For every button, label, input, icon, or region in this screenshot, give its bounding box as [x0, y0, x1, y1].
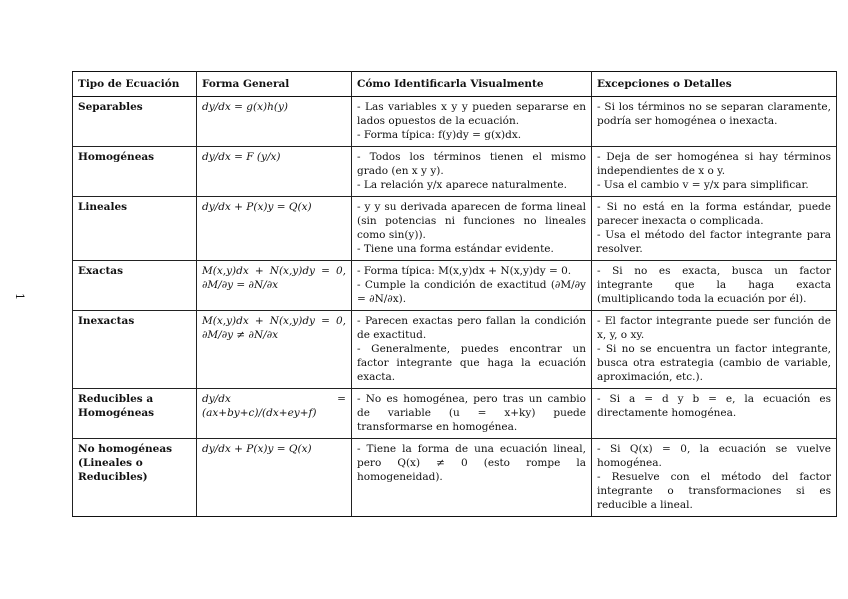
details-cell	[592, 147, 837, 197]
identify-line: - Forma típica: f(y)dy = g(x)dx.	[357, 129, 522, 141]
table-row	[73, 97, 837, 147]
header-details: Excepciones o Detalles	[592, 72, 837, 97]
table-row	[73, 389, 837, 439]
identify-line: - La relación y/x aparece naturalmente.	[357, 179, 567, 191]
type-cell: Exactas	[73, 261, 197, 311]
details-cell	[592, 311, 837, 389]
identify-line: - Tiene la forma de una ecuación lineal, pero Q(x) ≠ 0 (esto rompe la homogeneidad).	[357, 443, 586, 483]
identify-line: - y y su derivada aparecen de forma lineal (sin potencias ni funciones no lineales como sin(y)).	[357, 201, 586, 241]
identify-cell	[352, 389, 592, 439]
details-line: - Si no está en la forma estándar, puede parecer inexacta o complicada.	[597, 201, 831, 227]
identify-cell	[352, 197, 592, 261]
formula-line: dy/dx = (ax+by+c)/(dx+ey+f)	[202, 393, 346, 419]
formula-line: M(x,y)dx + N(x,y)dy = 0, ∂M/∂y ≠ ∂N/∂x	[202, 315, 346, 341]
details-line: - Si no es exacta, busca un factor integrante que la haga exacta (multiplicando toda la ecuación por él).	[597, 265, 831, 305]
table-row	[73, 261, 837, 311]
details-line: - Si a = d y b = e, la ecuación es directamente homogénea.	[597, 393, 831, 419]
table-row	[73, 439, 837, 517]
details-cell	[592, 197, 837, 261]
details-line: - Usa el cambio v = y/x para simplificar.	[597, 179, 809, 191]
table-header-row	[73, 72, 837, 97]
details-line: - Resuelve con el método del factor integrante o transformaciones si es reducible a lineal.	[597, 471, 831, 511]
formula-line: dy/dx + P(x)y = Q(x)	[202, 443, 312, 455]
formula-line: dy/dx = F (y/x)	[202, 151, 281, 163]
identify-line: - Cumple la condición de exactitud (∂M/∂y = ∂N/∂x).	[357, 279, 586, 305]
type-cell: Reducibles a Homogéneas	[73, 389, 197, 439]
identify-line: - No es homogénea, pero tras un cambio de variable (u = x+ky) puede transformarse en homogénea.	[357, 393, 586, 433]
table-row	[73, 311, 837, 389]
form-cell	[197, 147, 352, 197]
type-cell: Inexactas	[73, 311, 197, 389]
identify-cell	[352, 311, 592, 389]
type-cell: Homogéneas	[73, 147, 197, 197]
identify-line: - Las variables x y y pueden separarse en lados opuestos de la ecuación.	[357, 101, 586, 127]
identify-line: - Forma típica: M(x,y)dx + N(x,y)dy = 0.	[357, 265, 572, 277]
details-cell	[592, 439, 837, 517]
formula-line: dy/dx + P(x)y = Q(x)	[202, 201, 312, 213]
identify-line: - Todos los términos tienen el mismo grado (en x y y).	[357, 151, 586, 177]
identify-cell	[352, 261, 592, 311]
formula-line: dy/dx = g(x)h(y)	[202, 101, 289, 113]
header-identify: Cómo Identificarla Visualmente	[352, 72, 592, 97]
table-row	[73, 147, 837, 197]
identify-line: - Parecen exactas pero fallan la condición de exactitud.	[357, 315, 586, 341]
type-cell: No homogéneas (Lineales o Reducibles)	[73, 439, 197, 517]
identify-line: - Generalmente, puedes encontrar un factor integrante que haga la ecuación exacta.	[357, 343, 586, 383]
details-line: - Si los términos no se separan claramente, podría ser homogénea o inexacta.	[597, 101, 831, 127]
form-cell	[197, 311, 352, 389]
identify-cell	[352, 439, 592, 517]
details-cell	[592, 261, 837, 311]
form-cell	[197, 439, 352, 517]
form-cell	[197, 389, 352, 439]
type-cell: Lineales	[73, 197, 197, 261]
page-number: 1	[13, 293, 26, 300]
identify-line: - Tiene una forma estándar evidente.	[357, 243, 554, 255]
details-line: - Si Q(x) = 0, la ecuación se vuelve homogénea.	[597, 443, 831, 469]
formula-line: M(x,y)dx + N(x,y)dy = 0, ∂M/∂y = ∂N/∂x	[202, 265, 346, 291]
header-form: Forma General	[197, 72, 352, 97]
form-cell	[197, 97, 352, 147]
equation-types-table	[72, 71, 837, 517]
details-cell	[592, 97, 837, 147]
type-cell: Separables	[73, 97, 197, 147]
header-type: Tipo de Ecuación	[73, 72, 197, 97]
details-cell	[592, 389, 837, 439]
form-cell	[197, 261, 352, 311]
details-line: - El factor integrante puede ser función de x, y, o xy.	[597, 315, 831, 341]
table-row	[73, 197, 837, 261]
identify-cell	[352, 97, 592, 147]
details-line: - Si no se encuentra un factor integrante, busca otra estrategia (cambio de variable, aproximación, etc.).	[597, 343, 831, 383]
details-line: - Deja de ser homogénea si hay términos independientes de x o y.	[597, 151, 831, 177]
details-line: - Usa el método del factor integrante para resolver.	[597, 229, 831, 255]
identify-cell	[352, 147, 592, 197]
form-cell	[197, 197, 352, 261]
